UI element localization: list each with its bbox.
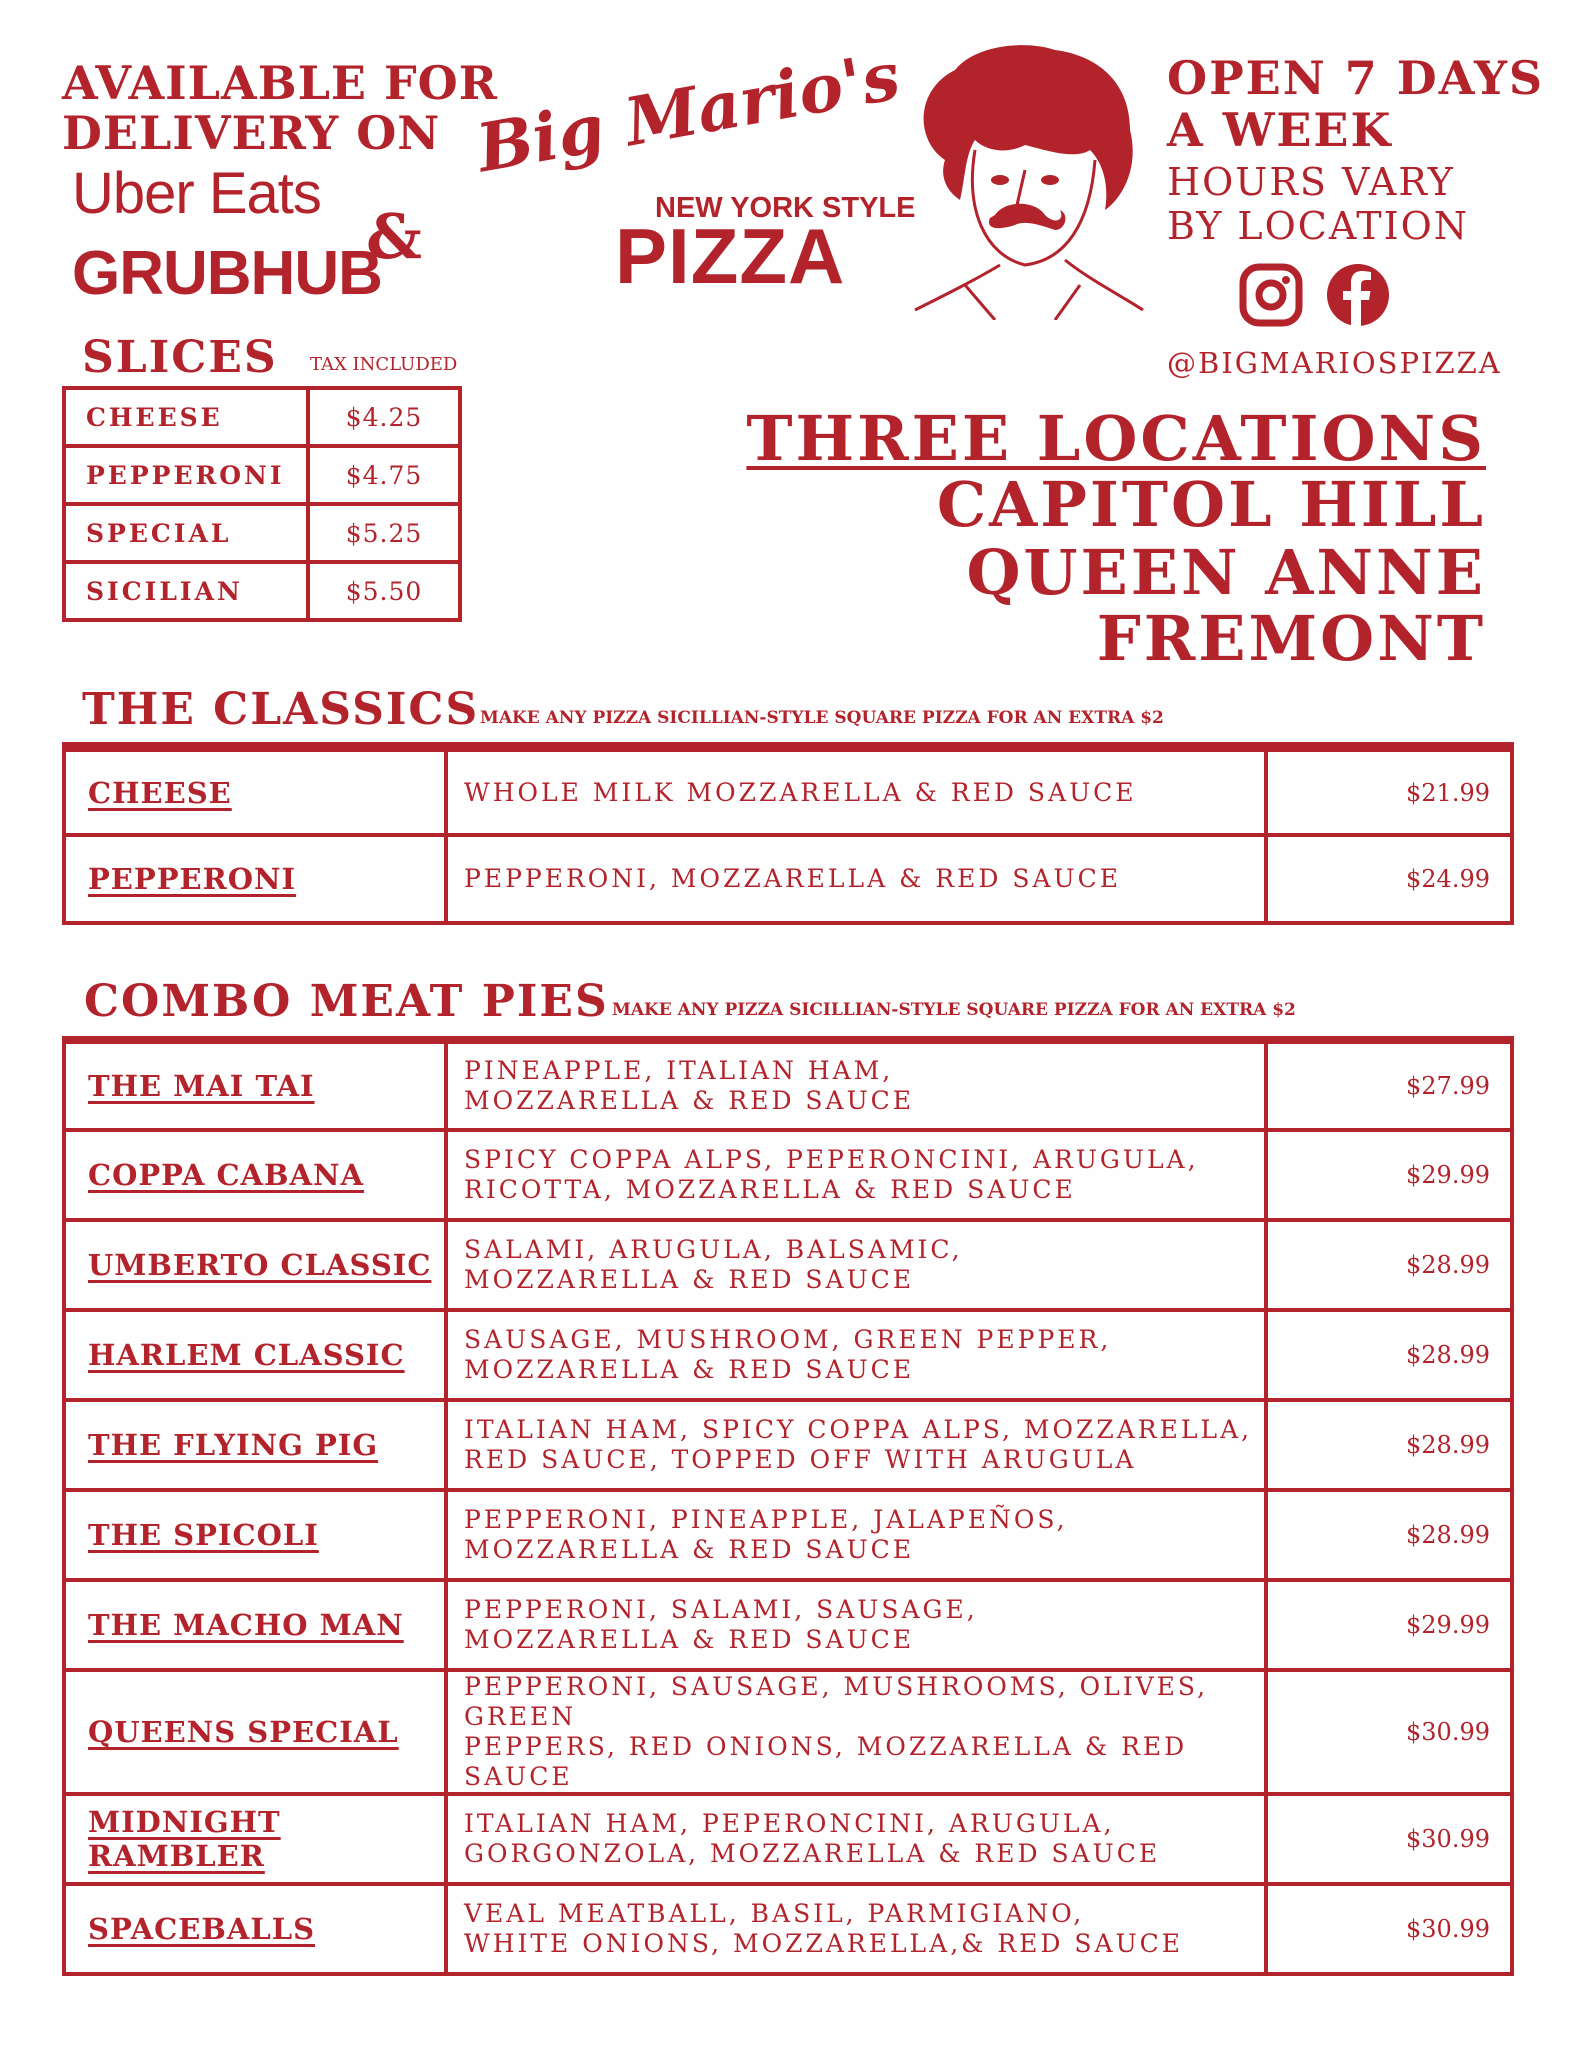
locations-title: THREE LOCATIONS bbox=[746, 402, 1486, 475]
tax-note: TAX INCLUDED bbox=[310, 354, 458, 375]
menu-item-price: $30.99 bbox=[1266, 1794, 1512, 1884]
menu-item-desc-line: MOZZARELLA & RED SAUCE bbox=[464, 1535, 915, 1564]
menu-item-desc-line: WHITE ONIONS, MOZZARELLA,& RED SAUCE bbox=[464, 1929, 1184, 1958]
menu-row bbox=[64, 1400, 1512, 1490]
menu-item-desc-line: PEPPERONI, MOZZARELLA & RED SAUCE bbox=[464, 864, 1121, 893]
menu-item-price: $21.99 bbox=[1266, 747, 1512, 835]
grubhub-logo: GRUBHUB bbox=[72, 239, 382, 308]
menu-item-desc-line: WHOLE MILK MOZZARELLA & RED SAUCE bbox=[464, 777, 1137, 807]
menu-item-name: MIDNIGHT RAMBLER bbox=[64, 1794, 446, 1884]
menu-row bbox=[64, 1310, 1512, 1400]
menu-item-price: $24.99 bbox=[1266, 835, 1512, 923]
hours-heading bbox=[1167, 52, 1544, 156]
menu-item-desc-line: SALAMI, ARUGULA, BALSAMIC, bbox=[464, 1235, 963, 1264]
menu-item-desc-line: PEPPERONI, PINEAPPLE, JALAPEÑOS, bbox=[464, 1505, 1068, 1534]
menu-item-desc-line: MOZZARELLA & RED SAUCE bbox=[464, 1355, 915, 1384]
menu-item-desc-line: PEPPERONI, SALAMI, SAUSAGE, bbox=[464, 1595, 978, 1624]
slice-row bbox=[64, 504, 460, 562]
menu-item-name: SPACEBALLS bbox=[64, 1884, 446, 1974]
slice-name: PEPPERONI bbox=[64, 446, 308, 504]
menu-item-desc bbox=[446, 1794, 1266, 1884]
hours-note bbox=[1167, 160, 1469, 248]
menu-row bbox=[64, 1130, 1512, 1220]
menu-item-desc bbox=[446, 1040, 1266, 1130]
slice-name: SPECIAL bbox=[64, 504, 308, 562]
uber-eats-logo: Uber Eats bbox=[72, 161, 321, 226]
slice-price: $4.25 bbox=[308, 388, 460, 446]
menu-item-name: CHEESE bbox=[64, 747, 446, 835]
combo-table bbox=[62, 1036, 1514, 1976]
instagram-icon[interactable] bbox=[1238, 262, 1304, 328]
delivery-heading-line: DELIVERY ON bbox=[62, 106, 441, 160]
menu-item-desc bbox=[446, 835, 1266, 923]
menu-row bbox=[64, 1670, 1512, 1794]
menu-item-name: THE MACHO MAN bbox=[64, 1580, 446, 1670]
menu-item-name: THE SPICOLI bbox=[64, 1490, 446, 1580]
menu-row bbox=[64, 1490, 1512, 1580]
menu-item-desc-line: RICOTTA, MOZZARELLA & RED SAUCE bbox=[464, 1175, 1076, 1204]
classics-title: THE CLASSICS bbox=[82, 684, 480, 735]
menu-item-desc-line: MOZZARELLA & RED SAUCE bbox=[464, 1086, 915, 1115]
ampersand: & bbox=[366, 200, 422, 273]
slice-row bbox=[64, 446, 460, 504]
menu-item-name: THE MAI TAI bbox=[64, 1040, 446, 1130]
menu-item-price: $29.99 bbox=[1266, 1580, 1512, 1670]
logo-script-text: Big Mario's bbox=[471, 36, 906, 188]
classics-note: MAKE ANY PIZZA SICILLIAN-STYLE SQUARE PIZZA FOR AN EXTRA $2 bbox=[480, 708, 1164, 728]
menu-item-desc-line: PINEAPPLE, ITALIAN HAM, bbox=[464, 1056, 894, 1085]
slice-name: CHEESE bbox=[64, 388, 308, 446]
mascot-portrait-icon bbox=[905, 40, 1145, 320]
menu-row bbox=[64, 1580, 1512, 1670]
hours-note-line: HOURS VARY bbox=[1167, 160, 1455, 204]
slice-price: $5.50 bbox=[308, 562, 460, 620]
menu-item-desc-line: GORGONZOLA, MOZZARELLA & RED SAUCE bbox=[464, 1839, 1161, 1868]
hours-line: A WEEK bbox=[1167, 103, 1393, 157]
menu-row bbox=[64, 1794, 1512, 1884]
menu-item-name: HARLEM CLASSIC bbox=[64, 1310, 446, 1400]
menu-item-name: QUEENS SPECIAL bbox=[64, 1670, 446, 1794]
menu-item-desc-line: PEPPERS, RED ONIONS, MOZZARELLA & RED SAUCE bbox=[464, 1732, 1188, 1791]
menu-item-price: $29.99 bbox=[1266, 1130, 1512, 1220]
slice-name: SICILIAN bbox=[64, 562, 308, 620]
menu-item-name: COPPA CABANA bbox=[64, 1130, 446, 1220]
logo-title: PIZZA bbox=[615, 212, 846, 300]
location-item: FREMONT bbox=[1096, 602, 1486, 675]
slice-row bbox=[64, 562, 460, 620]
menu-item-desc bbox=[446, 1884, 1266, 1974]
menu-item-desc bbox=[446, 1400, 1266, 1490]
menu-row bbox=[64, 1040, 1512, 1130]
menu-item-desc bbox=[446, 1490, 1266, 1580]
menu-item-desc bbox=[446, 1580, 1266, 1670]
slices-title: SLICES bbox=[82, 332, 278, 383]
location-item: QUEEN ANNE bbox=[966, 536, 1486, 609]
menu-row bbox=[64, 1884, 1512, 1974]
menu-item-price: $30.99 bbox=[1266, 1670, 1512, 1794]
slices-table bbox=[62, 386, 462, 622]
slice-price: $5.25 bbox=[308, 504, 460, 562]
slice-price: $4.75 bbox=[308, 446, 460, 504]
menu-item-price: $27.99 bbox=[1266, 1040, 1512, 1130]
facebook-icon[interactable] bbox=[1325, 262, 1391, 328]
combo-title: COMBO MEAT PIES bbox=[84, 976, 609, 1027]
logo-subtitle: NEW YORK STYLE bbox=[655, 192, 916, 224]
hours-note-line: BY LOCATION bbox=[1167, 204, 1470, 248]
menu-item-name: PEPPERONI bbox=[64, 835, 446, 923]
menu-item-name: THE FLYING PIG bbox=[64, 1400, 446, 1490]
menu-item-price: $30.99 bbox=[1266, 1884, 1512, 1974]
delivery-heading bbox=[62, 58, 498, 158]
menu-row bbox=[64, 1220, 1512, 1310]
hours-line: OPEN 7 DAYS bbox=[1167, 51, 1545, 105]
menu-item-price: $28.99 bbox=[1266, 1220, 1512, 1310]
menu-row bbox=[64, 835, 1512, 923]
menu-item-desc-line: SAUSAGE, MUSHROOM, GREEN PEPPER, bbox=[464, 1325, 1112, 1354]
social-handle[interactable]: @BIGMARIOSPIZZA bbox=[1167, 346, 1502, 380]
menu-item-desc-line: MOZZARELLA & RED SAUCE bbox=[464, 1625, 915, 1654]
menu-item-desc-line: MOZZARELLA & RED SAUCE bbox=[464, 1265, 915, 1294]
combo-note: MAKE ANY PIZZA SICILLIAN-STYLE SQUARE PIZZA FOR AN EXTRA $2 bbox=[612, 1000, 1296, 1020]
menu-item-desc-line: VEAL MEATBALL, BASIL, PARMIGIANO, bbox=[464, 1899, 1085, 1928]
menu-item-desc-line: ITALIAN HAM, SPICY COPPA ALPS, MOZZARELLA, bbox=[464, 1415, 1253, 1444]
menu-item-desc-line: SPICY COPPA ALPS, PEPERONCINI, ARUGULA, bbox=[464, 1145, 1199, 1174]
menu-item-desc bbox=[446, 1130, 1266, 1220]
menu-item-desc-line: ITALIAN HAM, PEPERONCINI, ARUGULA, bbox=[464, 1809, 1115, 1838]
menu-item-desc-line: RED SAUCE, TOPPED OFF WITH ARUGULA bbox=[464, 1445, 1137, 1474]
classics-table bbox=[62, 742, 1514, 925]
menu-item-name: UMBERTO CLASSIC bbox=[64, 1220, 446, 1310]
location-item: CAPITOL HILL bbox=[936, 468, 1486, 541]
menu-item-desc bbox=[446, 1310, 1266, 1400]
menu-item-price: $28.99 bbox=[1266, 1400, 1512, 1490]
slice-row bbox=[64, 388, 460, 446]
menu-item-price: $28.99 bbox=[1266, 1310, 1512, 1400]
menu-item-desc bbox=[446, 747, 1266, 835]
menu-item-desc-line: PEPPERONI, SAUSAGE, MUSHROOMS, OLIVES, GREEN bbox=[464, 1672, 1209, 1731]
menu-row bbox=[64, 747, 1512, 835]
menu-item-desc bbox=[446, 1220, 1266, 1310]
delivery-heading-line: AVAILABLE FOR bbox=[62, 56, 498, 110]
menu-item-desc bbox=[446, 1670, 1266, 1794]
menu-item-price: $28.99 bbox=[1266, 1490, 1512, 1580]
